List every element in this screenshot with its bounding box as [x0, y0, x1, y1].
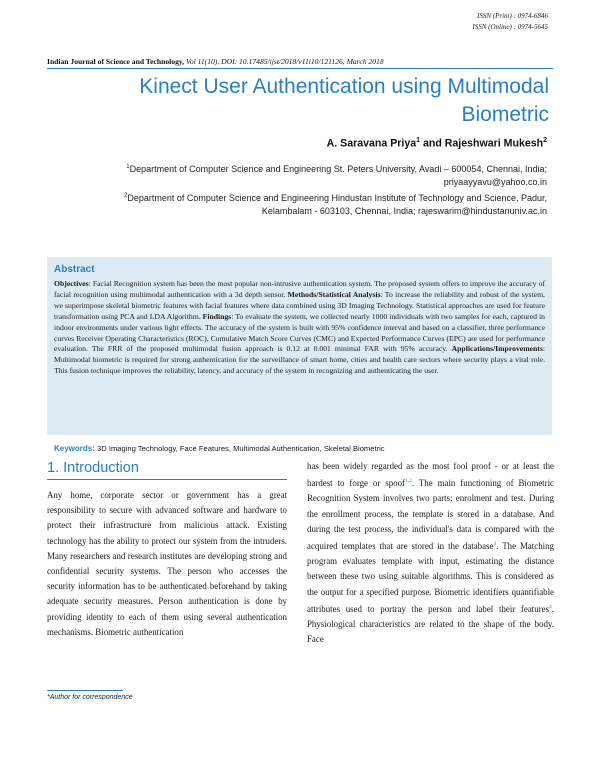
author-joiner: and	[420, 137, 445, 150]
affiliation-1-email[interactable]: priyaayyavu@yahoo.co.in	[443, 177, 547, 188]
reference-link[interactable]: 3	[493, 540, 497, 547]
journal-name: Indian Journal of Science and Technology,	[47, 57, 185, 66]
intro-right-column: has been widely regarded as the most fool proof - or at least the hardest to forge or spoof$^{1,2}$. The main functioning of Biometric Recognition System involves two parts; enrolment and test. During the enrollment process, the template is stored in a database. And during the test process, the individual's data is compared with the acquired templates that are stored in the database$^3$. The Matching program evaluates template with input, estimating the distance between these two using suitable algorithms. This is considered as the output for a specified purpose. Biometric identifiers quantifiable attributes used to portray the person and label their features$^4$. Physiological characteristics are related to the shape of the body. Face	[307, 461, 555, 645]
affiliation-1: $^1$Department of Computer Science and Engineering St. Peters University, Avadi – 600054, Chennai, India;	[126, 164, 547, 174]
header-rule	[47, 68, 553, 69]
affiliation-2: $^2$Department of Computer Science and Engineering Hindustan Institute of Technology and Science, Padur,	[124, 192, 547, 203]
author-1-sup: 1	[416, 137, 421, 144]
abstract-box	[47, 257, 552, 435]
footnote-rule	[47, 690, 123, 691]
issn-block	[472, 11, 548, 33]
paper-title: Kinect User Authentication using Multimodal Biometric	[139, 75, 549, 126]
author-2-sup: 2	[543, 137, 547, 144]
abstract-text: Objectives: Facial Recognition system has been the most popular non-intrusive authentication system. The proposed system offers to improve the accuracy of facial recognition using multimodal authentication with a 3d depth sensor. Methods/Statistical Analysis: To increase the reliability and robust of the system, we superimpose skeletal biometric features with facial features where data combined using 3D Imaging Technology. Statistical approaches are used for feature transformation using PCA and LDA Algorithm. Findings: To evaluate the system, we collected nearly 1000 individuals with two samples for each, captured in indoor environments under various light effects. The accuracy of the system is built with 95% confidence interval and based on a classifier, three performance curves Receiver Operating Characteristics (ROC), Cumulative Match Score Curves (CMC) and Expected Performance Curves (EPC) are used for performance evaluation. The FRR of the proposed multimodal fusion approach is 0.12 at 0.001 minimal FAR with 95% accuracy. Applications/Improvements: Multimodal biometric is required for strong authentication for the surveillance of smart home, cities and health care sectors where security plays a vital role. This fusion technique improves the reliability, latency, and accuracy of the system in recognizing and authenticating the user.	[54, 279, 545, 376]
abstract-heading: Abstract	[54, 264, 95, 275]
reference-link[interactable]: 4	[549, 603, 552, 610]
keywords-text: 3D Imaging Technology, Face Features, Multimodal Authentication, Skeletal Biometric	[94, 444, 385, 453]
journal-citation	[47, 57, 384, 66]
journal-details: Vol 11(10), DOI: 10.17485/ijst/2018/v11i10/121126, March 2018	[184, 57, 384, 66]
author-1: A. Saravana Priya	[326, 137, 417, 150]
affiliations	[27, 161, 547, 219]
affiliation-2-line2: Kelambalam - 603103, Chennai, India; rajeswarim@hindustanuniv.ac.in	[261, 206, 547, 217]
issn-online: ISSN (Online) : 0974-5645	[472, 23, 548, 31]
footnote: *Author for correspondence	[47, 694, 133, 701]
issn-print: ISSN (Print) : 0974-6846	[477, 12, 548, 20]
authors	[327, 137, 547, 150]
section-rule	[47, 479, 287, 480]
section-heading: 1. Introduction	[47, 460, 139, 476]
keywords	[54, 444, 385, 453]
keywords-label: Keywords:	[54, 444, 95, 453]
intro-left-column: Any home, corporate sector or government has a great responsibility to secure with advanced software and hardware to protect their infrastructure from malicious attack. Existing technology has the ability to protect our system from the intruders. Many researchers and research institutes are developing strong and confidential security systems. The person who accesses the security information has to be authenticated beforehand by taking adequate security measures. Person authentication is done by providing identity to each of them using several authentication mechanisms. Biometric authentication	[47, 490, 287, 637]
author-2: Rajeshwari Mukesh	[444, 137, 544, 150]
reference-link[interactable]: 1,2	[405, 478, 412, 485]
